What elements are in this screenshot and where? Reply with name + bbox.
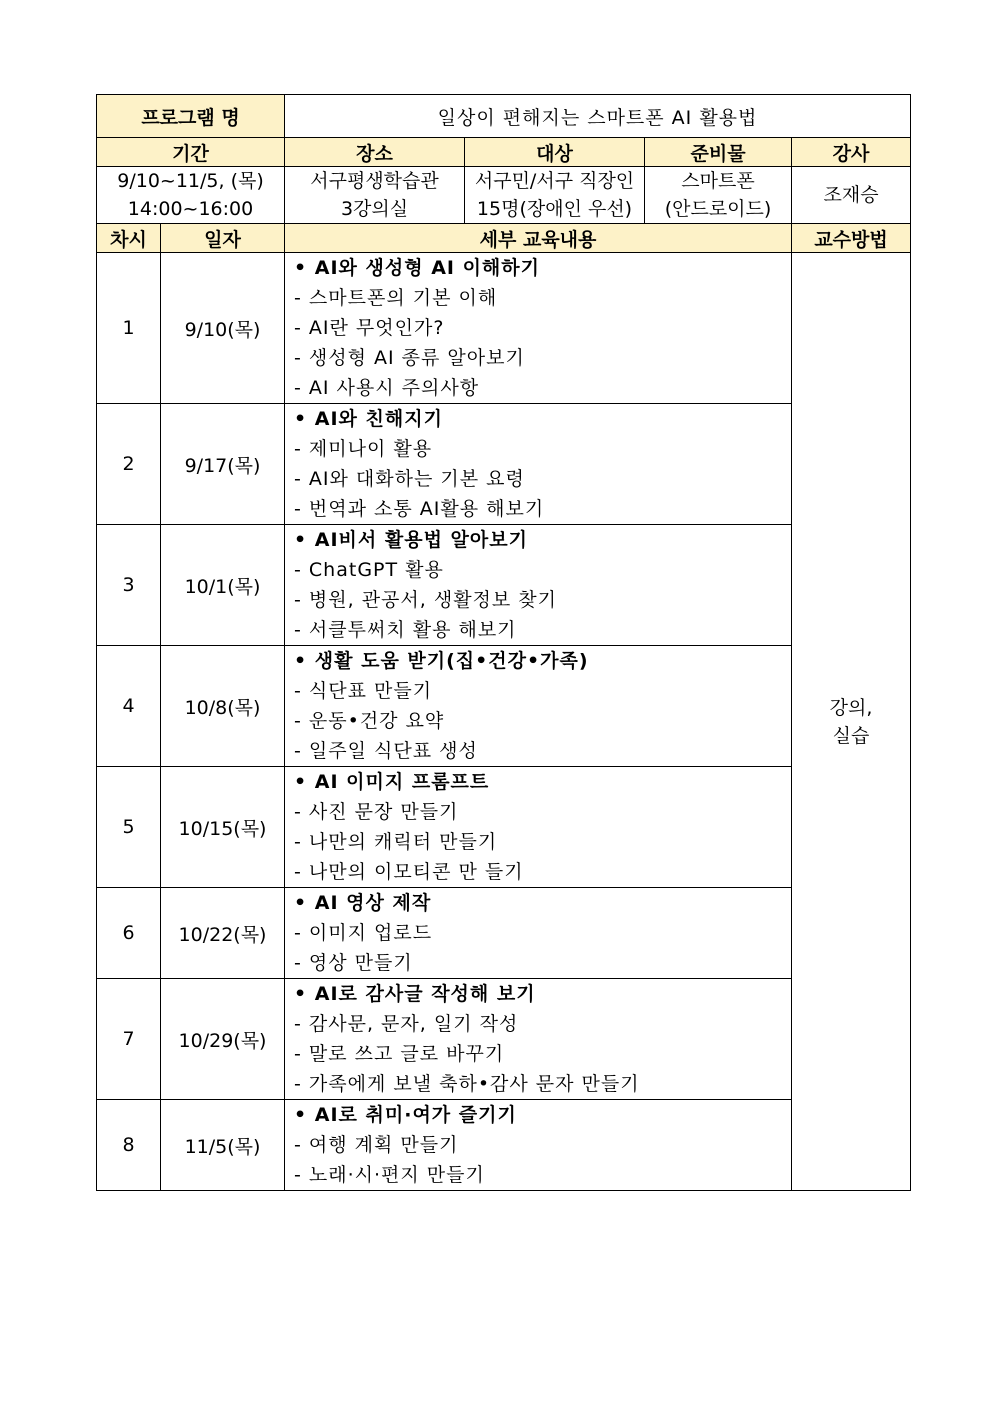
place-room: 3강의실 [340, 198, 409, 220]
session-date: 10/29(목) [161, 979, 285, 1100]
session-number: 1 [97, 253, 161, 404]
session-date: 10/15(목) [161, 767, 285, 888]
session-number: 8 [97, 1100, 161, 1191]
session-content [285, 979, 792, 1100]
program-title-row [97, 95, 911, 138]
period-time: 14:00~16:00 [127, 198, 254, 220]
session-detail-item: - 이미지 업로드 [294, 922, 433, 944]
schedule-header-row [97, 224, 911, 253]
session-detail-item: - 서클투써치 활용 해보기 [294, 619, 517, 641]
session-content [285, 1100, 792, 1191]
session-number: 5 [97, 767, 161, 888]
header-date: 일자 [161, 224, 285, 253]
session-detail-item: - 식단표 만들기 [294, 680, 433, 702]
session-detail-item: - AI란 무엇인가? [294, 317, 445, 339]
info-value-row [97, 167, 911, 224]
header-materials: 준비물 [645, 138, 792, 167]
session-content [285, 646, 792, 767]
session-row [97, 979, 911, 1100]
session-topic: • AI비서 활용법 알아보기 [294, 529, 528, 551]
session-topic: • AI와 생성형 AI 이해하기 [294, 257, 540, 279]
session-row [97, 646, 911, 767]
session-detail-item: - 말로 쓰고 글로 바꾸기 [294, 1043, 505, 1065]
session-detail-item: - 제미나이 활용 [294, 438, 433, 460]
session-number: 3 [97, 525, 161, 646]
header-instructor: 강사 [792, 138, 911, 167]
materials-device: 스마트폰 [681, 170, 755, 192]
session-content [285, 525, 792, 646]
session-row [97, 525, 911, 646]
session-detail-item: - 사진 문장 만들기 [294, 801, 459, 823]
session-date: 10/22(목) [161, 888, 285, 979]
target-count: 15명(장애인 우선) [476, 198, 633, 220]
session-date: 9/17(목) [161, 404, 285, 525]
session-date: 9/10(목) [161, 253, 285, 404]
session-row [97, 888, 911, 979]
session-topic: • AI로 감사글 작성해 보기 [294, 983, 536, 1005]
session-number: 2 [97, 404, 161, 525]
session-detail-item: - 노래·시·편지 만들기 [294, 1164, 485, 1186]
session-detail-item: - 나만의 이모티콘 만 들기 [294, 861, 524, 883]
session-detail-item: - 나만의 캐릭터 만들기 [294, 831, 498, 853]
session-detail-item: - 병원, 관공서, 생활정보 찾기 [294, 589, 558, 611]
materials-value [645, 167, 792, 224]
header-target: 대상 [465, 138, 645, 167]
place-name: 서구평생학습관 [310, 170, 439, 192]
header-session-no: 차시 [97, 224, 161, 253]
session-content [285, 767, 792, 888]
teaching-method-line: 실습 [832, 724, 870, 747]
session-detail-item: - 가족에게 보낼 축하•감사 문자 만들기 [294, 1073, 640, 1095]
session-content [285, 404, 792, 525]
session-date: 10/8(목) [161, 646, 285, 767]
session-topic: • AI 이미지 프롬프트 [294, 771, 490, 793]
session-detail-item: - 스마트폰의 기본 이해 [294, 287, 498, 309]
session-topic: • AI로 취미·여가 즐기기 [294, 1104, 517, 1126]
session-detail-item: - 영상 만들기 [294, 952, 413, 974]
session-detail-item: - 운동•건강 요약 [294, 710, 445, 732]
session-topic: • AI와 친해지기 [294, 408, 443, 430]
session-topic: • 생활 도움 받기(집•건강•가족) [294, 650, 589, 672]
program-schedule-table [96, 94, 911, 1191]
session-row [97, 253, 911, 404]
period-value [97, 167, 285, 224]
session-number: 6 [97, 888, 161, 979]
session-detail-item: - 생성형 AI 종류 알아보기 [294, 347, 525, 369]
info-header-row [97, 138, 911, 167]
header-place: 장소 [285, 138, 465, 167]
session-row [97, 404, 911, 525]
session-date: 10/1(목) [161, 525, 285, 646]
session-detail-item: - 일주일 식단표 생성 [294, 740, 478, 762]
session-content [285, 888, 792, 979]
target-value [465, 167, 645, 224]
session-number: 7 [97, 979, 161, 1100]
session-date: 11/5(목) [161, 1100, 285, 1191]
session-row [97, 767, 911, 888]
session-topic: • AI 영상 제작 [294, 892, 432, 914]
materials-os: (안드로이드) [664, 198, 772, 220]
session-row [97, 1100, 911, 1191]
period-dates: 9/10~11/5, (목) [117, 170, 264, 192]
session-detail-item: - 여행 계획 만들기 [294, 1134, 459, 1156]
target-group: 서구민/서구 직장인 [474, 170, 635, 192]
session-detail-item: - ChatGPT 활용 [294, 559, 444, 581]
session-detail-item: - 감사문, 문자, 일기 작성 [294, 1013, 519, 1035]
session-detail-item: - AI와 대화하는 기본 요령 [294, 468, 525, 490]
program-title: 일상이 편해지는 스마트폰 AI 활용법 [285, 95, 911, 138]
teaching-method [792, 253, 911, 1191]
program-label: 프로그램 명 [97, 95, 285, 138]
header-content: 세부 교육내용 [285, 224, 792, 253]
session-detail-item: - AI 사용시 주의사항 [294, 377, 480, 399]
teaching-method-line: 강의, [829, 696, 873, 719]
session-content [285, 253, 792, 404]
session-number: 4 [97, 646, 161, 767]
place-value [285, 167, 465, 224]
header-period: 기간 [97, 138, 285, 167]
session-detail-item: - 번역과 소통 AI활용 해보기 [294, 498, 545, 520]
header-method: 교수방법 [792, 224, 911, 253]
instructor-value: 조재승 [792, 167, 911, 224]
